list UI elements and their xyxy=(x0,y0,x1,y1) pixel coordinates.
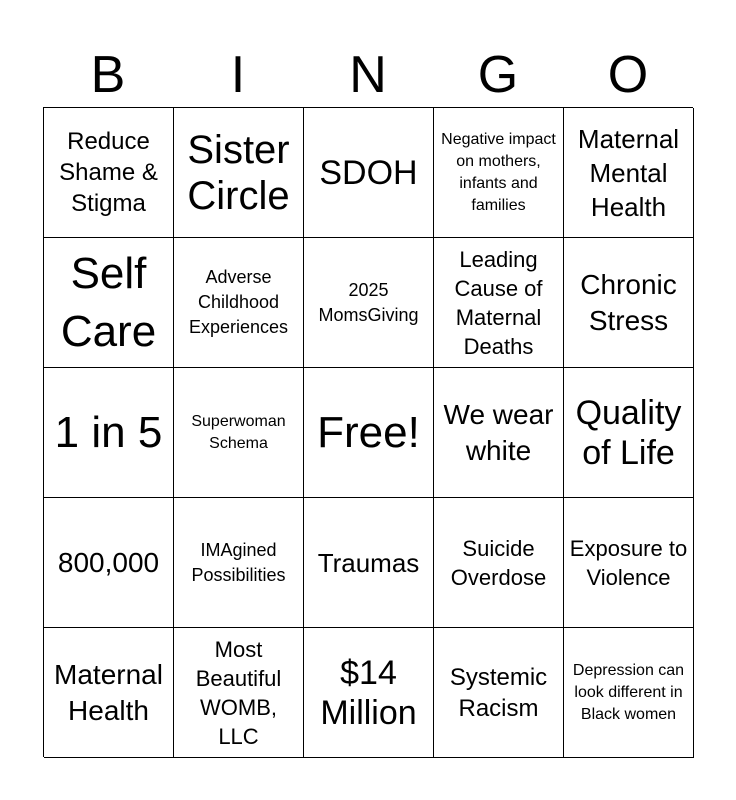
cell-label: Sister Circle xyxy=(187,127,290,218)
bingo-cell[interactable] xyxy=(564,108,694,238)
header-letter-o: O xyxy=(607,46,649,104)
cell-label: Maternal Health xyxy=(54,658,163,726)
bingo-cell[interactable] xyxy=(44,368,174,498)
bingo-cell[interactable] xyxy=(174,108,304,238)
cell-label: Leading Cause of Maternal Deaths xyxy=(454,246,543,359)
bingo-cell[interactable] xyxy=(564,498,694,628)
header-letter-n: N xyxy=(349,46,387,104)
cell-label: Adverse Childhood Experiences xyxy=(188,267,289,337)
bingo-cell[interactable] xyxy=(304,628,434,758)
header-letter-b: B xyxy=(90,46,126,104)
cell-label: $14 Million xyxy=(320,653,417,732)
cell-label: Depression can look different in Black women xyxy=(572,661,685,723)
bingo-cell[interactable] xyxy=(434,368,564,498)
bingo-cell[interactable] xyxy=(564,238,694,368)
bingo-cell[interactable] xyxy=(304,108,434,238)
cell-label: IMAgined Possibilities xyxy=(191,539,286,585)
cell-label: 2025 MomsGiving xyxy=(318,279,419,325)
cell-label: We wear white xyxy=(443,398,554,466)
cell-label: SDOH xyxy=(319,153,418,192)
cell-label: 800,000 xyxy=(57,546,160,578)
cell-label: Maternal Mental Health xyxy=(577,123,680,222)
bingo-cell[interactable] xyxy=(304,238,434,368)
cell-label: Chronic Stress xyxy=(580,268,677,336)
bingo-cell[interactable] xyxy=(174,368,304,498)
cell-label: Free! xyxy=(317,407,420,457)
cell-label: Superwoman Schema xyxy=(191,412,286,452)
bingo-cell[interactable] xyxy=(434,628,564,758)
header-letter-i: I xyxy=(230,46,246,104)
bingo-cell[interactable] xyxy=(174,238,304,368)
cell-label: Quality of Life xyxy=(575,393,682,472)
cell-label: Most Beautiful WOMB, LLC xyxy=(195,636,282,749)
bingo-cell[interactable] xyxy=(434,238,564,368)
cell-label: Systemic Racism xyxy=(449,663,548,722)
cell-label: Suicide Overdose xyxy=(450,535,547,590)
bingo-cell[interactable] xyxy=(174,628,304,758)
bingo-cell[interactable] xyxy=(564,368,694,498)
bingo-cell[interactable] xyxy=(434,108,564,238)
bingo-cell[interactable] xyxy=(44,108,174,238)
bingo-cell[interactable] xyxy=(304,498,434,628)
cell-label: Exposure to Violence xyxy=(569,535,688,590)
cell-label: Reduce Shame & Stigma xyxy=(59,128,158,217)
bingo-cell[interactable] xyxy=(44,498,174,628)
bingo-cell[interactable] xyxy=(564,628,694,758)
bingo-cell[interactable] xyxy=(44,628,174,758)
bingo-header xyxy=(43,40,693,110)
free-space-cell[interactable] xyxy=(304,368,434,498)
bingo-cell[interactable] xyxy=(174,498,304,628)
cell-label: Self Care xyxy=(60,248,157,356)
cell-label: Traumas xyxy=(317,547,420,578)
bingo-cell[interactable] xyxy=(434,498,564,628)
header-letter-g: G xyxy=(477,46,519,104)
bingo-board xyxy=(43,107,693,757)
bingo-cell[interactable] xyxy=(44,238,174,368)
cell-label: Negative impact on mothers, infants and families xyxy=(441,130,556,214)
cell-label: 1 in 5 xyxy=(54,407,163,457)
